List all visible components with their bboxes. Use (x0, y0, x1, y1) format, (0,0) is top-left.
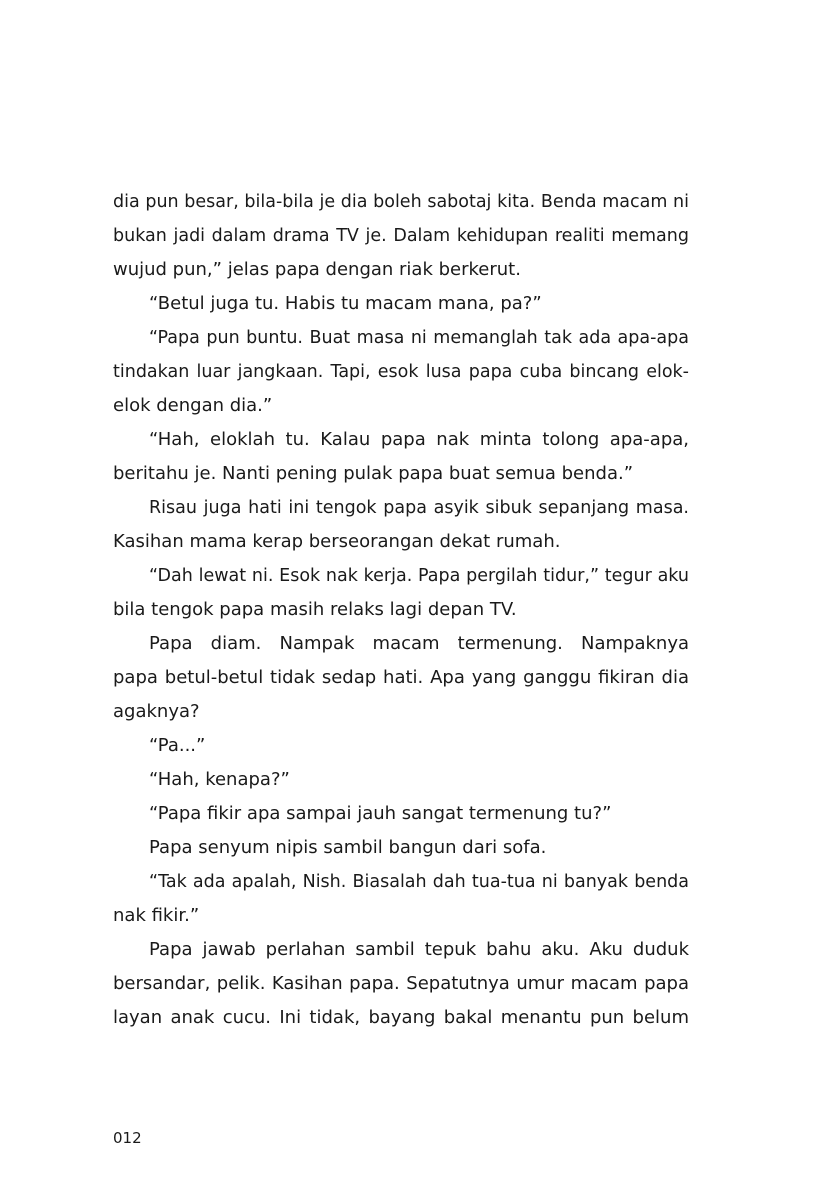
text-line: “Papa pun buntu. Buat masa ni memanglah tak ada apa-apa (149, 328, 689, 348)
body-text (113, 185, 689, 1035)
text-line: layan anak cucu. Ini tidak, bayang bakal menantu pun belum (113, 1007, 689, 1028)
text-line: “Papa fikir apa sampai jauh sangat termenung tu?” (149, 803, 612, 824)
text-line: tindakan luar jangkaan. Tapi, esok lusa papa cuba bincang elok- (113, 362, 689, 382)
text-line: agaknya? (113, 701, 200, 722)
text-line: Papa senyum nipis sambil bangun dari sofa. (149, 837, 547, 858)
text-line: Papa jawab perlahan sambil tepuk bahu aku. Aku duduk (149, 939, 689, 960)
text-line: “Tak ada apalah, Nish. Biasalah dah tua-tua ni banyak benda (149, 872, 689, 892)
text-line: papa betul-betul tidak sedap hati. Apa yang ganggu fikiran dia (113, 667, 689, 688)
text-line: bersandar, pelik. Kasihan papa. Sepatutnya umur macam papa (113, 973, 689, 994)
text-line: bila tengok papa masih relaks lagi depan TV. (113, 599, 517, 620)
text-line: Kasihan mama kerap berseorangan dekat rumah. (113, 531, 561, 552)
text-line: Papa diam. Nampak macam termenung. Nampaknya (149, 633, 689, 654)
text-line: “Hah, kenapa?” (149, 769, 290, 790)
text-line: Risau juga hati ini tengok papa asyik sibuk sepanjang masa. (149, 498, 689, 518)
text-line: dia pun besar, bila-bila je dia boleh sabotaj kita. Benda macam ni (113, 192, 689, 212)
text-line: “Pa...” (149, 735, 206, 756)
text-line: elok dengan dia.” (113, 395, 273, 416)
text-line: nak fikir.” (113, 905, 200, 926)
text-line: bukan jadi dalam drama TV je. Dalam kehidupan realiti memang (113, 226, 689, 246)
page-number: 012 (113, 1129, 142, 1147)
text-line: beritahu je. Nanti pening pulak papa buat semua benda.” (113, 463, 634, 484)
text-line: “Dah lewat ni. Esok nak kerja. Papa pergilah tidur,” tegur aku (149, 566, 689, 586)
text-line: “Betul juga tu. Habis tu macam mana, pa?” (149, 293, 542, 314)
text-line: “Hah, eloklah tu. Kalau papa nak minta tolong apa-apa, (149, 429, 689, 450)
text-line: wujud pun,” jelas papa dengan riak berkerut. (113, 259, 521, 280)
